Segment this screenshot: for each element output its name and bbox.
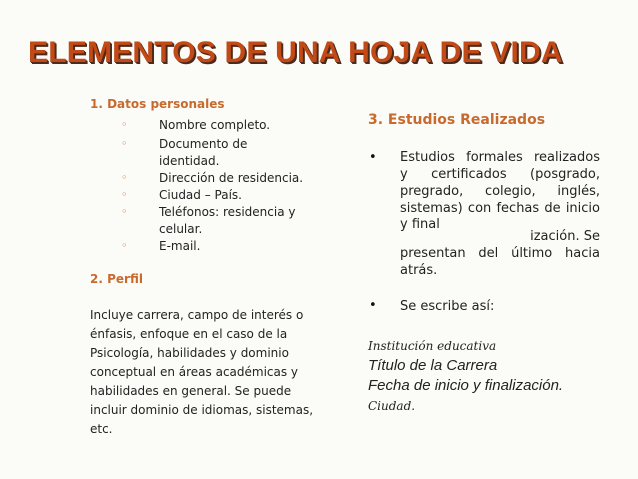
- bullet-icon: •: [369, 150, 377, 165]
- example-degree: Título de la Carrera: [368, 357, 498, 374]
- section-heading-profile: 2. Perfil: [90, 272, 143, 286]
- studies-line: sistemas) con fechas de inicio: [400, 201, 600, 216]
- profile-line: Incluye carrera, campo de interés o: [90, 308, 304, 322]
- personal-data-item: Teléfonos: residencia y: [159, 205, 296, 219]
- studies-line: pregrado, colegio, inglés,: [400, 184, 600, 199]
- bullet-icon: ◦: [121, 137, 128, 150]
- studies-line: ización. Se: [530, 229, 600, 244]
- bullet-icon: ◦: [121, 188, 128, 201]
- profile-line: habilidades en general. Se puede: [90, 384, 292, 398]
- studies-line: Estudios formales realizados: [400, 150, 600, 165]
- example-institution: Institución educativa: [368, 339, 497, 353]
- personal-data-item-cont: identidad.: [159, 154, 220, 168]
- bullet-icon: ◦: [121, 171, 128, 184]
- studies-line: y certificados (posgrado,: [400, 167, 600, 182]
- profile-line: incluir dominio de idiomas, sistemas,: [90, 403, 314, 417]
- personal-data-item: Nombre completo.: [159, 118, 271, 132]
- personal-data-item: E-mail.: [159, 239, 201, 253]
- bullet-icon: •: [369, 298, 377, 313]
- personal-data-item: Dirección de residencia.: [159, 171, 304, 185]
- bullet-icon: ◦: [121, 118, 128, 131]
- write-as-label: Se escribe así:: [400, 299, 495, 314]
- studies-line: presentan del último hacia: [400, 246, 600, 261]
- bullet-icon: ◦: [121, 205, 128, 218]
- example-city: Ciudad.: [368, 399, 416, 413]
- profile-line: etc.: [90, 422, 113, 436]
- personal-data-item-cont: celular.: [159, 222, 203, 236]
- example-dates: Fecha de inicio y finalización.: [368, 377, 564, 394]
- section-heading-personal-data: 1. Datos personales: [90, 97, 225, 111]
- section-heading-studies: 3. Estudios Realizados: [368, 112, 546, 128]
- profile-line: conceptual en áreas académicas y: [90, 365, 299, 379]
- personal-data-item: Documento de: [159, 137, 248, 151]
- studies-line: y final: [400, 217, 440, 232]
- studies-line: atrás.: [400, 263, 438, 278]
- bullet-icon: ◦: [121, 239, 128, 252]
- slide-title: ELEMENTOS DE UNA HOJA DE VIDA: [28, 36, 563, 69]
- profile-line: Psicología, habilidades y dominio: [90, 346, 289, 360]
- personal-data-item: Ciudad – País.: [159, 188, 242, 202]
- profile-line: énfasis, enfoque en el caso de la: [90, 327, 288, 341]
